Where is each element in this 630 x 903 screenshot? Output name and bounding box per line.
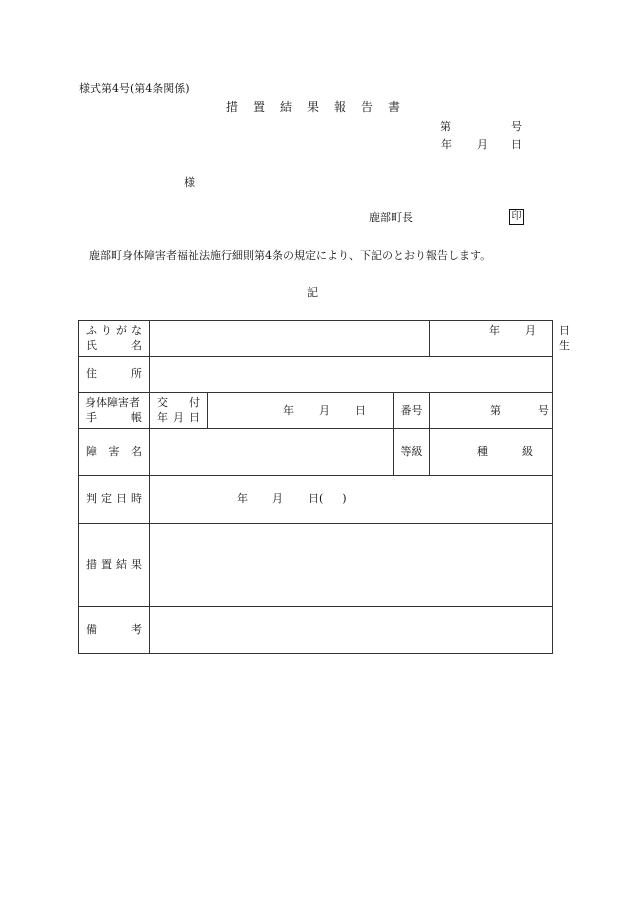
grade-label: 等級 bbox=[400, 445, 423, 459]
judgment-date-field[interactable] bbox=[150, 476, 553, 523]
measure-label-cell bbox=[79, 523, 150, 606]
grade-kind: 種 bbox=[477, 445, 489, 459]
report-table bbox=[78, 320, 571, 654]
issued-month: 月 bbox=[319, 403, 330, 417]
judgment-month: 月 bbox=[272, 492, 283, 506]
number-label: 番号 bbox=[400, 403, 423, 417]
judgment-year: 年 bbox=[237, 492, 248, 506]
form-number: 様式第4号(第4条関係) bbox=[79, 82, 190, 95]
grade-grade: 級 bbox=[522, 445, 534, 459]
disability-label-cell bbox=[79, 429, 150, 476]
number-prefix: 第 bbox=[490, 403, 502, 417]
handbook-label-cell bbox=[79, 393, 150, 429]
judgment-close-paren: ) bbox=[342, 492, 347, 506]
seal-mark: 印 bbox=[509, 209, 524, 225]
number-value-cell[interactable] bbox=[430, 393, 553, 429]
issued-year: 年 bbox=[283, 403, 294, 417]
remarks-label-cell bbox=[79, 606, 150, 653]
doc-number-suffix: 号 bbox=[511, 120, 522, 133]
name-row bbox=[79, 321, 553, 357]
address-field[interactable] bbox=[150, 357, 553, 393]
remarks-field[interactable] bbox=[150, 606, 553, 653]
date-day: 日 bbox=[511, 138, 522, 151]
issued-day: 日 bbox=[355, 403, 366, 417]
name-label-cell bbox=[79, 321, 150, 357]
intro-text: 鹿部町身体障害者福祉法施行細則第4条の規定により、下記のとおり報告します。 bbox=[89, 249, 492, 262]
issued-label-line1: 交 付 bbox=[157, 396, 200, 410]
disability-name-field[interactable] bbox=[150, 429, 394, 476]
furigana-label: ふ り が な bbox=[86, 324, 142, 338]
judgment-row bbox=[79, 476, 553, 523]
addressee-suffix: 様 bbox=[184, 176, 195, 189]
issued-label-cell bbox=[150, 393, 208, 429]
date-month: 月 bbox=[477, 138, 488, 151]
handbook-label-line2: 手 帳 bbox=[86, 410, 142, 424]
birth-day-suffix: 日生 bbox=[559, 324, 571, 352]
birth-date-cell[interactable] bbox=[430, 321, 571, 357]
issued-date-cell[interactable] bbox=[208, 393, 394, 429]
date-year: 年 bbox=[441, 138, 452, 151]
grade-label-cell bbox=[394, 429, 430, 476]
judgment-day: 日( bbox=[308, 492, 324, 506]
number-label-cell bbox=[394, 393, 430, 429]
birth-year: 年 bbox=[489, 324, 501, 338]
measure-label: 措 置 結 果 bbox=[86, 557, 142, 571]
judgment-label: 判 定 日 時 bbox=[86, 492, 142, 506]
address-label-cell bbox=[79, 357, 150, 393]
judgment-label-cell bbox=[79, 476, 150, 523]
name-field[interactable] bbox=[150, 321, 430, 357]
disability-row bbox=[79, 429, 553, 476]
address-label: 住 所 bbox=[86, 367, 142, 381]
remarks-label: 備 考 bbox=[86, 622, 142, 636]
handbook-label-line1: 身体障害者 bbox=[85, 396, 140, 410]
issuer-name: 鹿部町長 bbox=[369, 211, 413, 224]
measure-row bbox=[79, 523, 553, 606]
measure-result-field[interactable] bbox=[150, 523, 553, 606]
address-row bbox=[79, 357, 553, 393]
number-suffix: 号 bbox=[538, 403, 550, 417]
page-title: 措置結果報告書 bbox=[226, 100, 416, 114]
handbook-row bbox=[79, 393, 553, 429]
remarks-row bbox=[79, 606, 553, 653]
grade-value-cell[interactable] bbox=[430, 429, 553, 476]
disability-label: 障 害 名 bbox=[86, 445, 142, 459]
doc-number-prefix: 第 bbox=[440, 120, 451, 133]
issued-label-line2: 年 月 日 bbox=[157, 410, 200, 424]
name-label: 氏 名 bbox=[86, 338, 142, 352]
ki-heading: 記 bbox=[307, 286, 318, 299]
birth-month: 月 bbox=[525, 324, 537, 338]
